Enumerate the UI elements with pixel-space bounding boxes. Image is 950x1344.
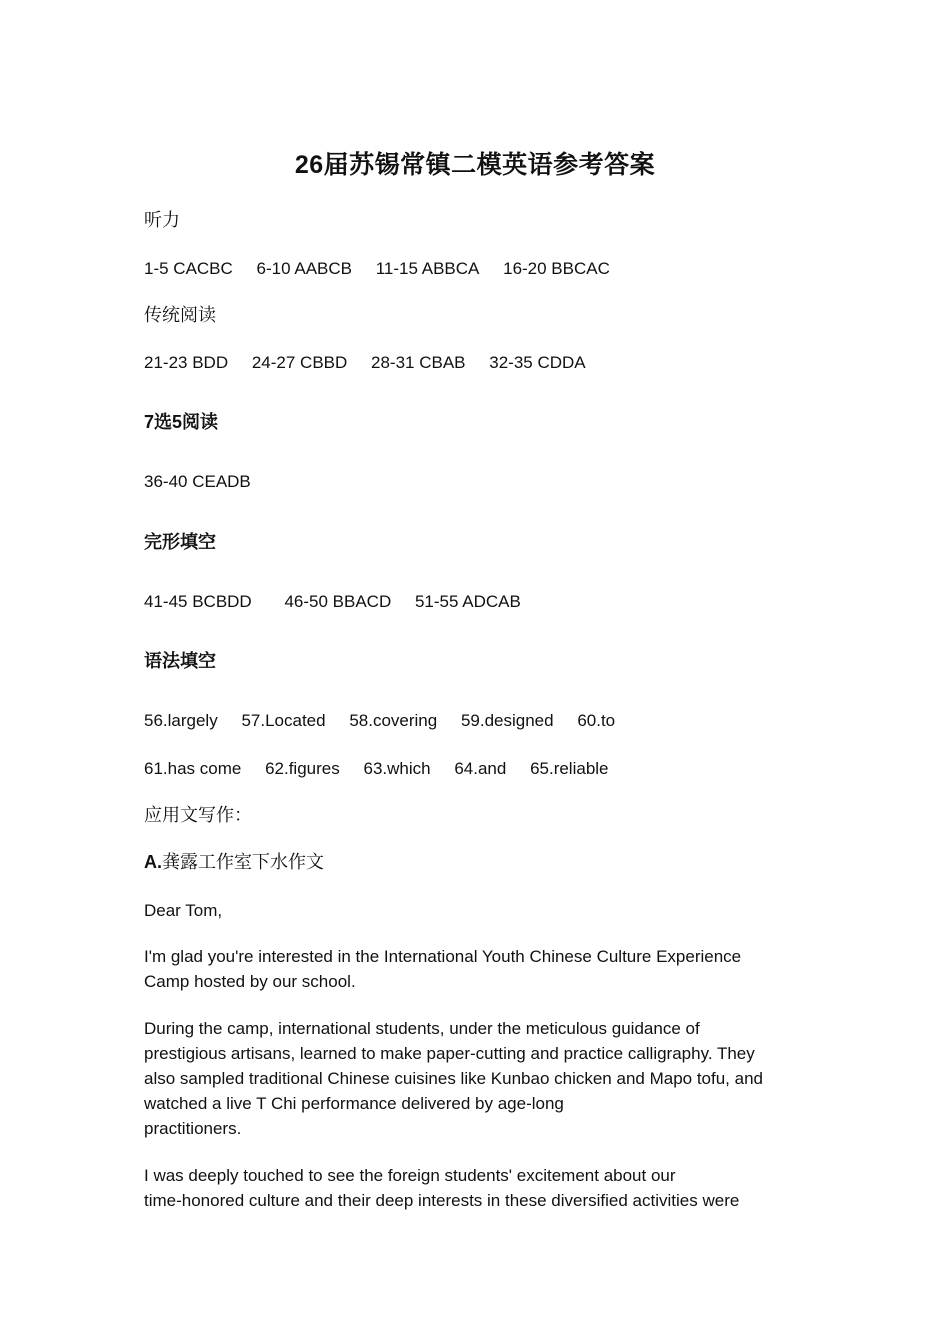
letter-paragraph-3 xyxy=(144,1163,794,1213)
answer-item: 61.has come xyxy=(144,759,242,778)
paragraph-line: time-honored culture and their deep interests in these diversified activities were xyxy=(144,1191,740,1210)
answer-row-cloze xyxy=(144,589,540,614)
answer-group: 51-55 ADCAB xyxy=(414,592,521,611)
section-heading-grammar: 语法填空 xyxy=(144,651,216,671)
paragraph-line: watched a live T Chi performance delivered by age-long xyxy=(144,1094,564,1113)
paragraph-line: Camp hosted by our school. xyxy=(144,972,356,991)
answer-item: 63.which xyxy=(363,759,431,778)
answer-group: 41-45 BCBDD xyxy=(144,592,252,611)
answer-item: 57.Located xyxy=(241,711,326,730)
paragraph-line: I'm glad you're interested in the International Youth Chinese Culture Experience xyxy=(144,947,742,966)
answer-item: 62.figures xyxy=(265,759,340,778)
paragraph-line: prestigious artisans, learned to make paper-cutting and practice calligraphy. They xyxy=(144,1044,755,1063)
answer-item: 58.covering xyxy=(349,711,438,730)
answer-item: 59.designed xyxy=(460,711,554,730)
answer-row-listening xyxy=(144,256,629,281)
answer-row-reading xyxy=(144,350,605,375)
answer-row-seven-five xyxy=(144,469,270,494)
paragraph-line: I was deeply touched to see the foreign students' excitement about our xyxy=(144,1166,676,1185)
paragraph-line: practitioners. xyxy=(144,1119,242,1138)
answer-group: 24-27 CBBD xyxy=(251,353,348,372)
paragraph-line: also sampled traditional Chinese cuisines like Kunbao chicken and Mapo tofu, and xyxy=(144,1069,763,1088)
answer-group: 11-15 ABBCA xyxy=(375,259,480,278)
answer-group: 32-35 CDDA xyxy=(489,353,586,372)
letter-greeting: Dear Tom, xyxy=(144,901,223,920)
answer-item: 56.largely xyxy=(144,711,218,730)
answer-group: 36-40 CEADB xyxy=(144,472,251,491)
section-heading-writing: 应用文写作： xyxy=(144,805,252,825)
answer-group: 1-5 CACBC xyxy=(144,259,233,278)
answer-row-grammar-1 xyxy=(144,708,634,733)
subheading-prefix: A. xyxy=(144,852,162,872)
paragraph-line: During the camp, international students, under the meticulous guidance of xyxy=(144,1019,700,1038)
section-heading-reading: 传统阅读 xyxy=(144,305,216,325)
answer-group: 16-20 BBCAC xyxy=(503,259,610,278)
section-heading-seven-five: 7选5阅读 xyxy=(144,412,219,432)
answer-item: 64.and xyxy=(454,759,507,778)
document-title: 26届苏锡常镇二模英语参考答案 xyxy=(294,151,656,179)
answer-group: 28-31 CBAB xyxy=(371,353,466,372)
writing-subheading xyxy=(144,850,324,875)
letter-paragraph-1 xyxy=(144,944,794,994)
answer-row-grammar-2 xyxy=(144,756,628,781)
answer-item: 65.reliable xyxy=(530,759,609,778)
section-heading-listening: 听力 xyxy=(144,210,180,230)
answer-item: 60.to xyxy=(577,711,616,730)
subheading-text: 龚露工作室下水作文 xyxy=(162,852,324,872)
letter-paragraph-2 xyxy=(144,1016,794,1141)
answer-group: 6-10 AABCB xyxy=(256,259,352,278)
section-heading-cloze: 完形填空 xyxy=(144,532,216,552)
answer-group: 21-23 BDD xyxy=(144,353,229,372)
answer-group: 46-50 BBACD xyxy=(284,592,392,611)
